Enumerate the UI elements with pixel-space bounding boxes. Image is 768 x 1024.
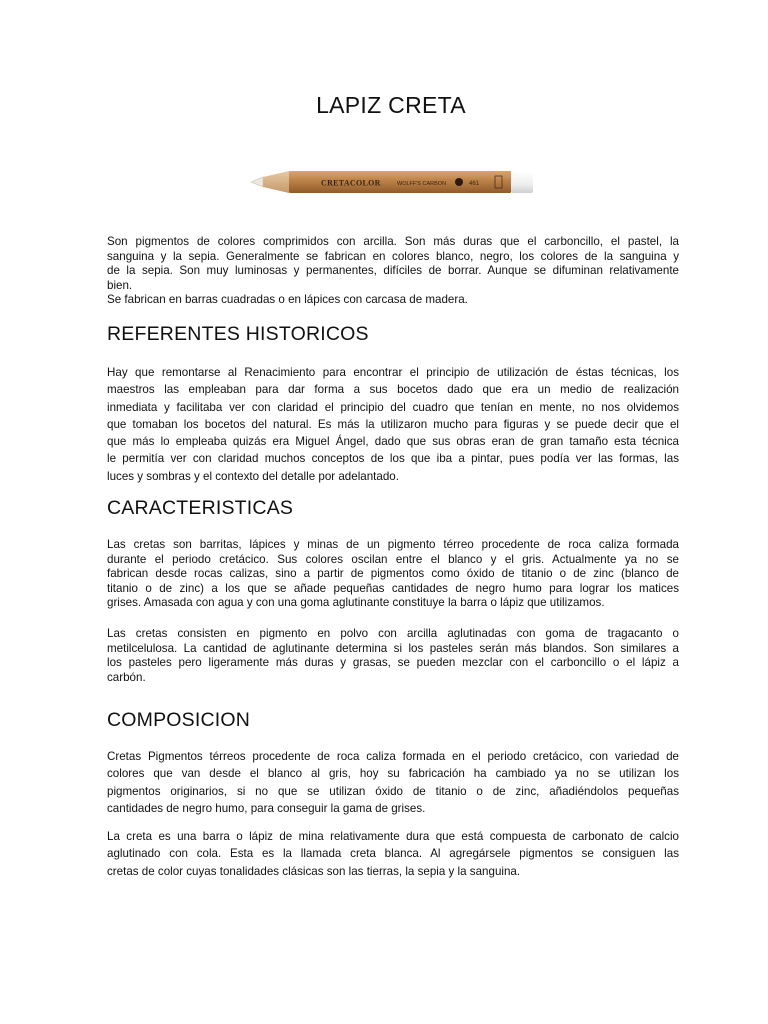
intro-paragraph [107, 235, 679, 308]
referentes-paragraph [107, 364, 679, 485]
intro-line: Son pigmentos de colores comprimidos con arcilla. Son más duras que el carboncillo, el pastel, la [107, 235, 679, 248]
paragraph-line: Las cretas son barritas, lápices y minas de un pigmento térreo procedente de roca caliza formada [107, 538, 679, 551]
composicion-paragraph-1 [107, 748, 679, 817]
paragraph-line: que tomaban los bocetos del natural. Es más la utilizaron mucho para figuras y se puede decir que el [107, 417, 679, 431]
paragraph-line: Hay que remontarse al Renacimiento para encontrar el principio de utilización de éstas técnicas, los [107, 366, 679, 379]
section-heading-referentes: REFERENTES HISTORICOS [107, 323, 369, 345]
paragraph-line: Las cretas consisten en pigmento en polvo con arcilla aglutinadas con goma de tragacanto o [107, 627, 679, 640]
paragraph-line: colores que van desde el blanco al gris, hoy su fabricación ha cambiado ya no se utilizan los [107, 767, 679, 781]
paragraph-line: fabrican desde rocas calizas, sino a partir de pigmentos como óxido de titanio o de zinc (blanco de [107, 567, 679, 581]
svg-text:WOLFF'S CARBON: WOLFF'S CARBON [397, 181, 447, 187]
page-title: LAPIZ CRETA [316, 92, 466, 118]
paragraph-line: cretas de color cuyas tonalidades clásicas son las tierras, la sepia y la sanguina. [107, 864, 521, 878]
composicion-paragraph-2 [107, 828, 679, 880]
intro-line: de la sepia. Son muy luminosas y permanentes, difíciles de borrar. Aunque se difuminan relativamente [107, 264, 679, 278]
paragraph-line: inmediata y facilitaba ver con claridad el principio del cuadro que tenían en mente, no nos olvidemos [107, 400, 679, 414]
paragraph-line: que más lo empleaba quizás era Miguel Ángel, dado que sus obras eran de gran tamaño esta técnica [107, 435, 679, 449]
paragraph-line: durante el periodo cretácico. Sus colores oscilan entre el blanco y el gris. Actualmente ya no se [107, 552, 679, 566]
paragraph-line: La creta es una barra o lápiz de mina relativamente dura que está compuesta de carbonato de calcio [107, 830, 679, 843]
paragraph-line: grises. Amasada con agua y con una goma aglutinante constituye la barra o lápiz que utilizamos. [107, 596, 605, 610]
svg-text:CRETACOLOR: CRETACOLOR [321, 178, 381, 188]
section-heading-caracteristicas: CARACTERISTICAS [107, 497, 294, 519]
paragraph-line: maestros las empleaban para dar forma a sus bocetos dado que era un medio de realización [107, 383, 679, 397]
paragraph-line: luces y sombras y el contexto del detalle por adelantado. [107, 469, 399, 483]
paragraph-line: pigmentos originarios, si no que se utilizan óxido de titanio o de zinc, añadiéndolos pequeñas [107, 784, 679, 798]
intro-line: Se fabrican en barras cuadradas o en lápices con carcasa de madera. [107, 293, 468, 307]
intro-line: sanguina y la sepia. Generalmente se fabrican en colores blanco, negro, los colores de la sanguina y [107, 249, 679, 263]
intro-line: bien. [107, 278, 133, 292]
paragraph-line: titanio o de zinc) a los que se añade pequeñas cantidades de negro humo para lograr los matices [107, 581, 679, 595]
paragraph-line: cantidades de negro humo, para conseguir la gama de grises. [107, 801, 426, 815]
paragraph-line: le permitía ver con claridad muchos conceptos de los que iba a pintar, pues podía ver las formas, las [107, 452, 679, 466]
paragraph-line: metilcelulosa. La cantidad de aglutinante determina si los pasteles serán más blandos. Son similares a [107, 641, 679, 655]
caracteristicas-paragraph-1 [107, 538, 679, 611]
cretacolor-pencil-icon [249, 162, 539, 202]
svg-text:461: 461 [469, 181, 480, 187]
paragraph-line: aglutinado con cola. Esta es la llamada creta blanca. Al agregársele pigmentos se consiguen las [107, 847, 679, 861]
paragraph-line: carbón. [107, 670, 146, 684]
paragraph-line: los pasteles pero ligeramente más duras y grasas, se pueden mezclar con el carboncillo o el lápiz a [107, 656, 679, 670]
caracteristicas-paragraph-2 [107, 627, 679, 685]
pencil-image [249, 162, 539, 202]
paragraph-line: Cretas Pigmentos térreos procedente de roca caliza formada en el periodo cretácico, con variedad de [107, 750, 679, 763]
section-heading-composicion: COMPOSICION [107, 709, 251, 731]
